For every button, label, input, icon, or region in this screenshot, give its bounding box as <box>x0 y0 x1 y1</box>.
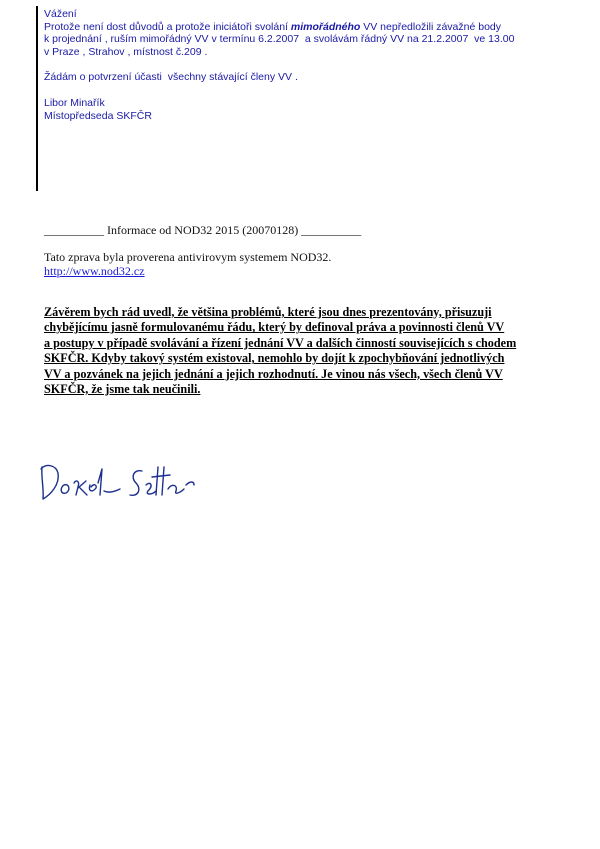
email-message <box>44 8 564 122</box>
conclusion-line: VV a pozvánek na jejich jednání a jejich rozhodnutí. Je vinou nás všech, všech členů VV <box>44 366 503 381</box>
conclusion-paragraph <box>44 305 572 397</box>
antivirus-text: Tato zprava byla proverena antivirovym systemem NOD32. <box>44 249 332 264</box>
email-line-1 <box>44 21 564 34</box>
emphasis-word: mimořádného <box>290 20 361 33</box>
conclusion-line: a postupy v případě svolávání a řízení jednání VV a dalších činností souvisejících s chodem <box>44 335 517 350</box>
quote-bar <box>36 6 38 191</box>
conclusion-line: chybějícímu jasně formulovanému řádu, který by definoval práva a povinnosti členů VV <box>44 320 505 335</box>
signer-name: Libor Minařík <box>44 96 105 109</box>
email-line-2: k projednání , ruším mimořádný VV v termínu 6.2.2007 a svolávám řádný VV na 21.2.2007 ve 13.00 <box>44 33 515 46</box>
conclusion-line: Závěrem bych rád uvedl, že většina problémů, které jsou dnes prezentovány, přisuzuji <box>44 305 492 319</box>
signer-title: Místopředseda SKFČR <box>44 109 152 122</box>
greeting: Vážení <box>44 8 77 20</box>
handwritten-signature <box>38 455 238 511</box>
email-line-3: v Praze , Strahov , místnost č.209 . <box>44 45 208 58</box>
antivirus-notice <box>44 223 564 279</box>
attendance-request: Žádám o potvrzení účasti všechny stávající členy VV . <box>44 71 298 84</box>
conclusion-line: SKFČR. Kdyby takový systém existoval, nemohlo by dojít k zpochybňování jednotlivých <box>44 351 505 366</box>
nod32-link[interactable]: http://www.nod32.cz <box>44 264 145 278</box>
email-line-1-end: VV nepředložili závažné body <box>360 20 502 33</box>
antivirus-header: __________ Informace od NOD32 2015 (20070128) __________ <box>44 223 362 237</box>
conclusion-line: SKFČR, že jsme tak neučinili. <box>44 382 201 397</box>
email-line-1-start: Protože není dost důvodů a protože iniciátoři svolání <box>44 20 291 33</box>
